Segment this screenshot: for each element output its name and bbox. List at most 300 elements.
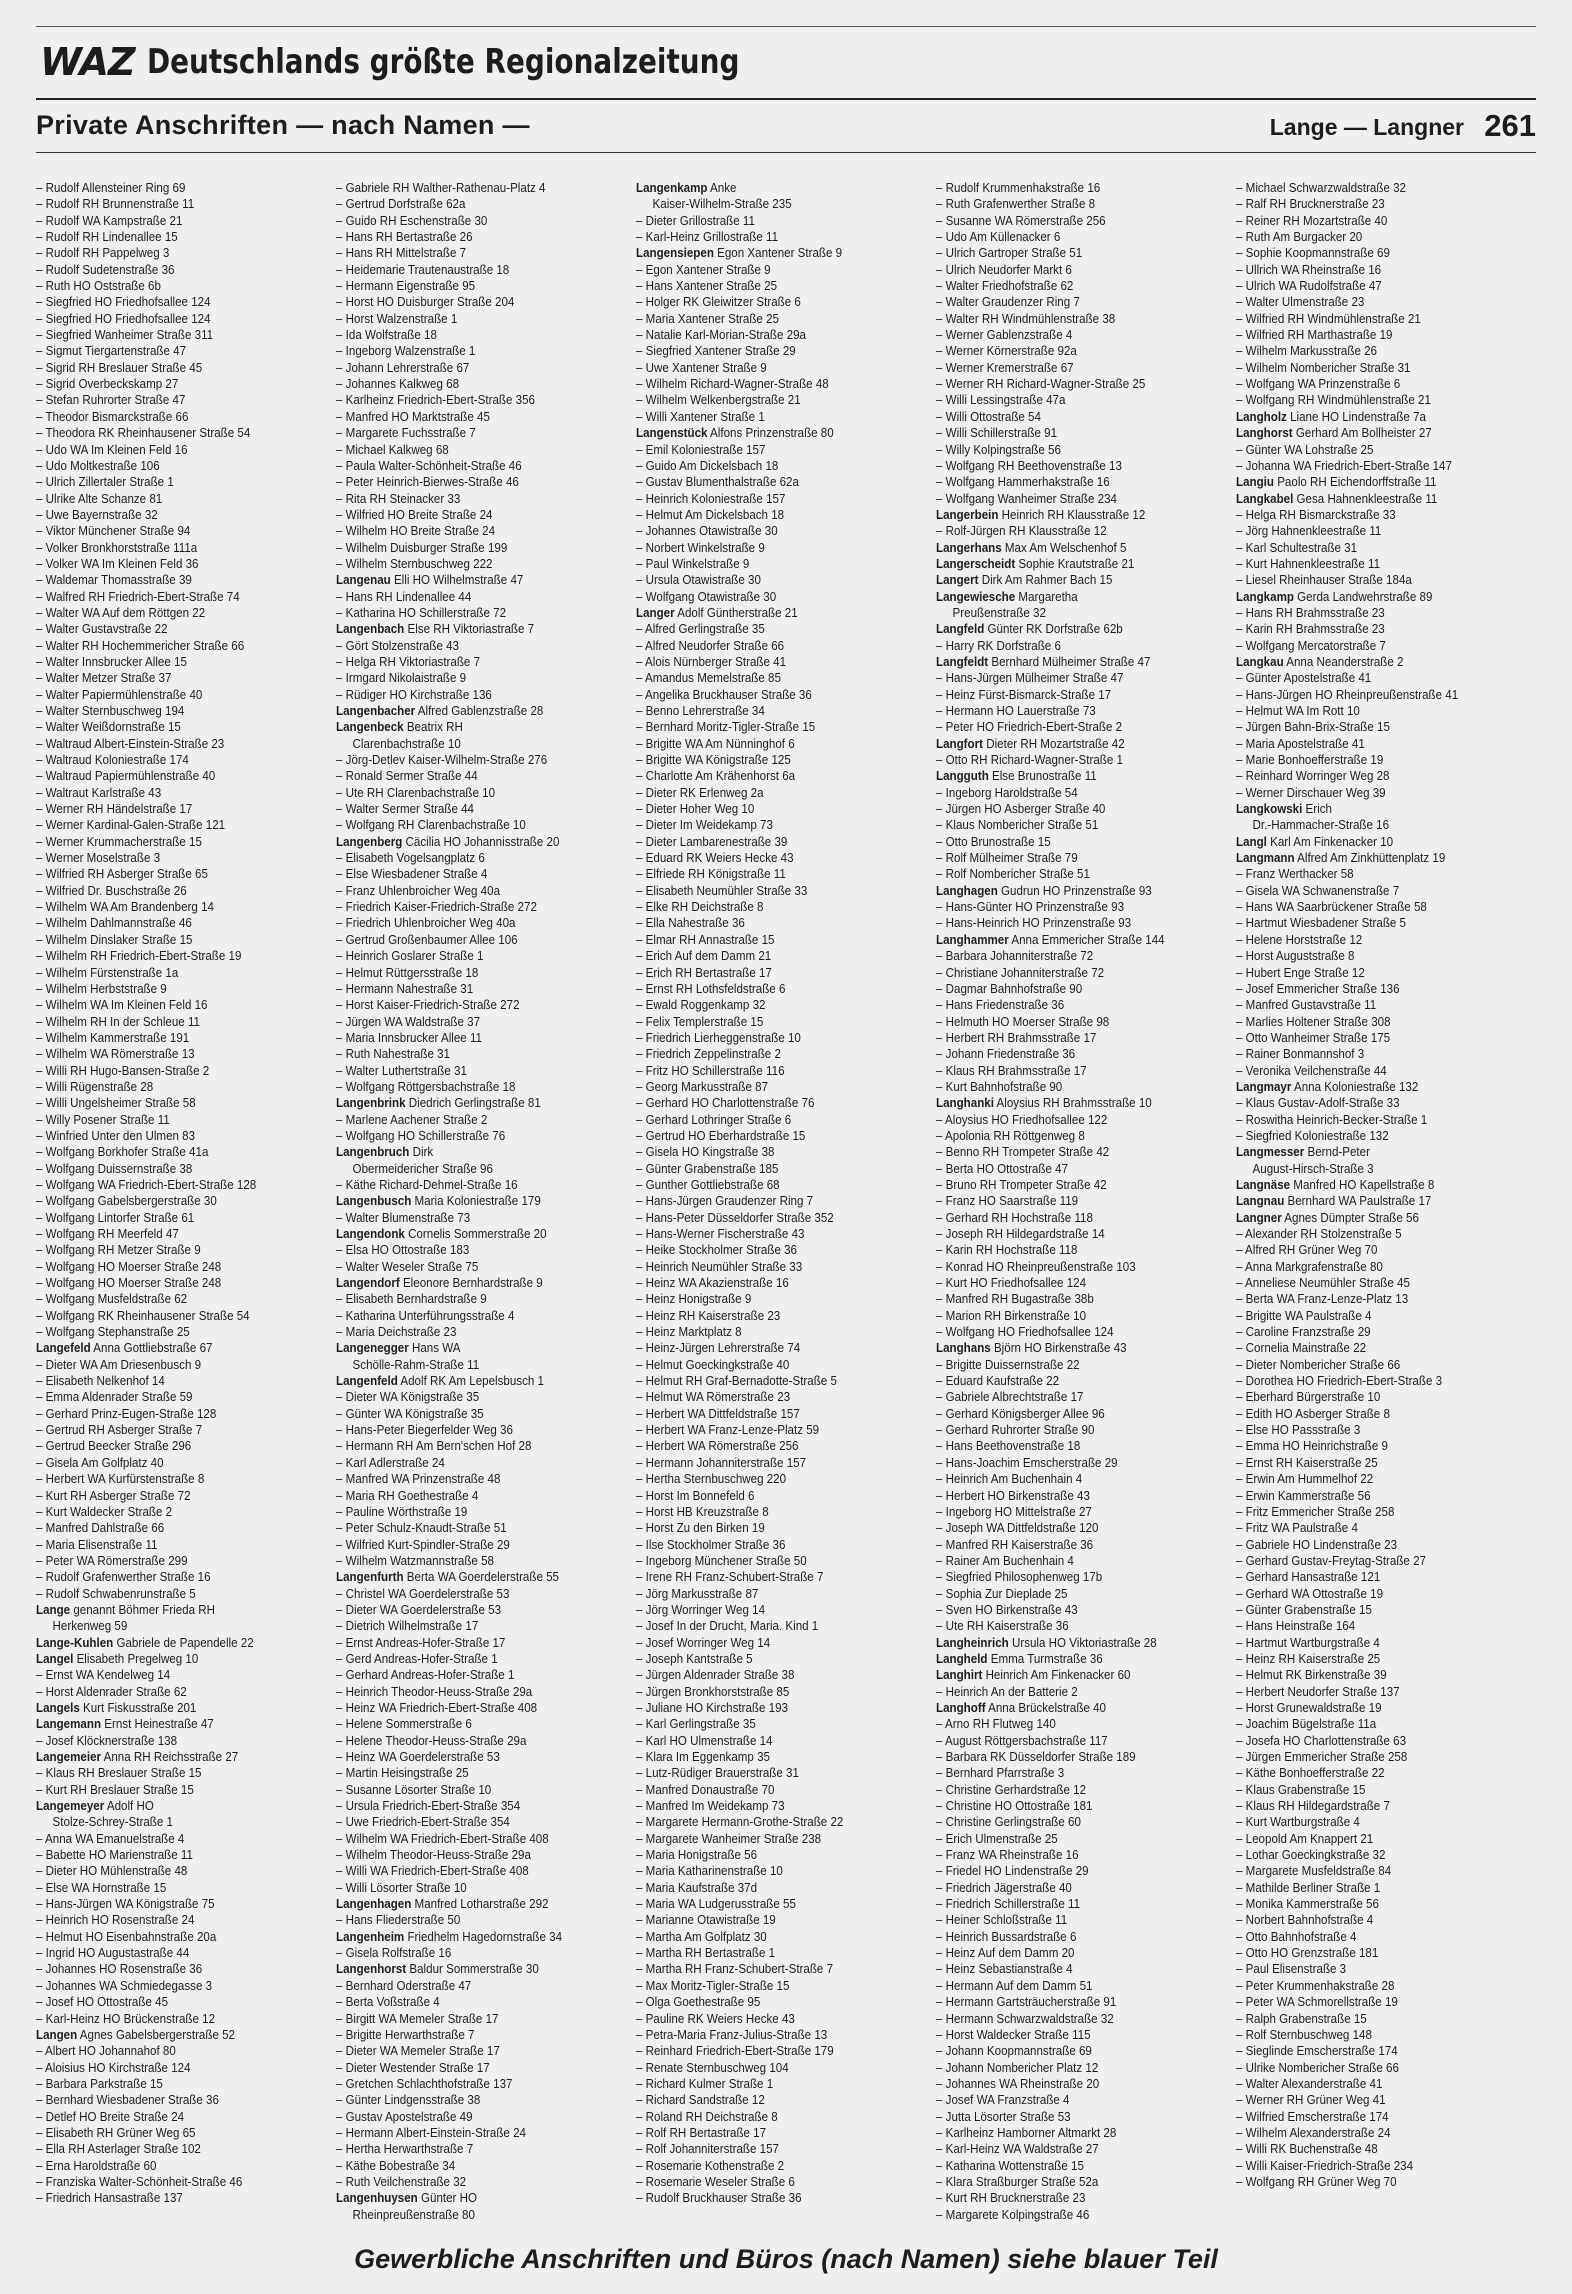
directory-entry: – Wilhelm Dahlmannstraße 46 — [36, 916, 192, 931]
directory-entry: – Heinz Fürst-Bismarck-Straße 17 — [936, 687, 1112, 702]
directory-entry: – Siegfried HO Friedhofsallee 124 — [36, 311, 211, 326]
directory-entry: – Gisela Rolfstraße 16 — [336, 1946, 452, 1961]
directory-entry: – Charlotte Am Krähenhorst 6a — [636, 769, 796, 784]
directory-entry: Langerhans Max Am Welschenhof 5 — [936, 540, 1127, 555]
directory-entry: – Johannes WA Rheinstraße 20 — [936, 2076, 1100, 2091]
directory-entry: – Rudolf WA Kampstraße 21 — [36, 213, 183, 228]
directory-entry: – Susanne Lösorter Straße 10 — [336, 1782, 492, 1797]
directory-entry: – Karlheinz Friedrich-Ebert-Straße 356 — [336, 393, 535, 408]
directory-entry: Langenkamp Anke — [636, 181, 737, 195]
directory-entry: – Mathilde Berliner Straße 1 — [1236, 1880, 1381, 1895]
directory-entry: – Siegfried Koloniestraße 132 — [1236, 1128, 1389, 1143]
directory-entry: Langiu Paolo RH Eichendorffstraße 11 — [1236, 475, 1437, 490]
directory-entry: – Rita RH Steinacker 33 — [336, 491, 461, 506]
directory-entry: – Berta Voßstraße 4 — [336, 1995, 440, 2010]
directory-entry: – Rudolf Bruckhauser Straße 36 — [636, 2191, 802, 2206]
directory-entry: – Wilhelm Nombericher Straße 31 — [1236, 360, 1411, 375]
directory-entry: – Werner RH Richard-Wagner-Straße 25 — [936, 377, 1146, 392]
directory-entry: Langhorst Gerhard Am Bollheister 27 — [1236, 426, 1432, 441]
directory-entry: – Helmut RK Birkenstraße 39 — [1236, 1668, 1387, 1683]
directory-entry: – Helmut HO Eisenbahnstraße 20a — [36, 1929, 217, 1944]
directory-entry: – Walter Luthertstraße 31 — [336, 1063, 467, 1078]
directory-entry: Dr.-Hammacher-Straße 16 — [1252, 818, 1390, 833]
directory-entry: – Karl HO Ulmenstraße 14 — [636, 1733, 773, 1748]
directory-entry: – Willy Kolpingstraße 56 — [936, 442, 1061, 457]
directory-entry: – Walter Innsbrucker Allee 15 — [36, 654, 187, 669]
directory-entry: – Babette HO Marienstraße 11 — [36, 1848, 193, 1863]
directory-entry: Obermeidericher Straße 96 — [352, 1161, 493, 1176]
directory-entry: – Peter WA Schmorellstraße 19 — [1236, 1995, 1398, 2010]
directory-entry: – Brigitte WA Am Nünninghof 6 — [636, 736, 795, 751]
directory-entry: Langhammer Anna Emmericher Straße 144 — [936, 932, 1165, 947]
directory-entry: – Wilhelm HO Breite Straße 24 — [336, 524, 496, 539]
directory-entry: – Walter Metzer Straße 37 — [36, 671, 172, 686]
directory-entry: – Johannes HO Rosenstraße 36 — [36, 1962, 203, 1977]
directory-entry: – Gisela HO Kingstraße 38 — [636, 1145, 775, 1160]
directory-entry: – Walter WA Auf dem Röttgen 22 — [36, 605, 206, 620]
directory-entry: – Heinz Marktplatz 8 — [636, 1325, 742, 1340]
directory-entry: – Friedel HO Lindenstraße 29 — [936, 1864, 1089, 1879]
directory-entry: – Benno Lehrerstraße 34 — [636, 704, 765, 718]
directory-entry: – Ulrich Zillertaler Straße 1 — [36, 475, 174, 490]
directory-entry: – Marianne Otawistraße 19 — [636, 1913, 776, 1928]
directory-entry: – Willi WA Friedrich-Ebert-Straße 408 — [336, 1864, 529, 1879]
directory-entry: – Maria Deichstraße 23 — [336, 1325, 457, 1340]
directory-entry: – Ernst Andreas-Hofer-Straße 17 — [336, 1635, 506, 1650]
directory-entry: – Maria RH Goethestraße 4 — [336, 1488, 479, 1503]
directory-entry: Langmann Alfred Am Zinkhüttenplatz 19 — [1236, 851, 1446, 866]
directory-entry: – Holger RK Gleiwitzer Straße 6 — [636, 295, 801, 310]
directory-entry: – Uwe Xantener Straße 9 — [636, 360, 767, 375]
directory-entry: – Heinz RH Kaiserstraße 23 — [636, 1308, 781, 1323]
directory-entry: – Ulrike Nombericher Straße 66 — [1236, 2060, 1399, 2075]
directory-entry: – Erwin Kammerstraße 56 — [1236, 1488, 1371, 1503]
directory-entry: – Wilhelm Alexanderstraße 24 — [1236, 2125, 1391, 2140]
directory-entry: Langendorf Eleonore Bernhardstraße 9 — [336, 1276, 543, 1291]
directory-entry: Langenberg Cäcilia HO Johannisstraße 20 — [336, 834, 560, 849]
directory-entry: – Jürgen Emmericher Straße 258 — [1236, 1750, 1408, 1764]
directory-entry: – Richard Kulmer Straße 1 — [636, 2076, 774, 2091]
directory-entry: – Wolfgang RK Rheinhausener Straße 54 — [36, 1308, 250, 1323]
directory-entry: – Horst HB Kreuzstraße 8 — [636, 1504, 769, 1519]
directory-entry: – Michael Schwarzwaldstraße 32 — [1236, 181, 1407, 195]
directory-entry: – Irmgard Nikolaistraße 9 — [336, 671, 467, 686]
directory-entry: – Heinz WA Goerdelerstraße 53 — [336, 1750, 500, 1764]
directory-entry: – Otto Wanheimer Straße 175 — [1236, 1030, 1391, 1045]
directory-entry: – Christel WA Goerdelerstraße 53 — [336, 1586, 510, 1601]
directory-entry: – Klaus Gustav-Adolf-Straße 33 — [1236, 1096, 1400, 1111]
directory-entry: – Jürgen HO Asberger Straße 40 — [936, 802, 1106, 817]
directory-entry: – Guido RH Eschenstraße 30 — [336, 213, 488, 228]
directory-entry: – Rudolf RH Pappelweg 3 — [36, 246, 170, 261]
directory-entry: – Ilse Stockholmer Straße 36 — [636, 1537, 786, 1552]
directory-entry: – Cornelia Mainstraße 22 — [1236, 1341, 1367, 1356]
directory-entry: August-Hirsch-Straße 3 — [1252, 1161, 1374, 1176]
directory-entry: – Dieter Hoher Weg 10 — [636, 802, 755, 817]
directory-entry: – Wolfgang RH Grüner Weg 70 — [1236, 2174, 1397, 2189]
directory-entry: – Klaus RH Hildegardstraße 7 — [1236, 1799, 1390, 1814]
directory-entry: – Heinz Auf dem Damm 20 — [936, 1946, 1075, 1961]
directory-entry: – Dagmar Bahnhofstraße 90 — [936, 981, 1083, 996]
header-rule — [36, 152, 1536, 153]
top-rule — [36, 26, 1536, 27]
waz-logo: WAZ — [40, 40, 135, 84]
directory-entry: – Kurt HO Friedhofsallee 124 — [936, 1276, 1087, 1291]
directory-entry: – Wilhelm Kammerstraße 191 — [36, 1030, 190, 1045]
directory-entry: – Paul Winkelstraße 9 — [636, 556, 750, 571]
directory-entry: – Dieter Westender Straße 17 — [336, 2060, 490, 2075]
directory-entry: – Sophie Koopmannstraße 69 — [1236, 246, 1390, 261]
directory-entry: – Walter Papiermühlenstraße 40 — [36, 687, 203, 702]
directory-entry: – Hans-Jürgen Graudenzer Ring 7 — [636, 1194, 814, 1209]
directory-entry: – Gört Stolzenstraße 43 — [336, 638, 460, 653]
directory-entry: – Ella Nahestraße 36 — [636, 916, 745, 931]
directory-entry: – Manfred RH Kaiserstraße 36 — [936, 1537, 1094, 1552]
directory-entry: – Ingeborg Walzenstraße 1 — [336, 344, 476, 359]
directory-entry: – Wilfried Dr. Buschstraße 26 — [36, 883, 187, 898]
directory-entry: Langfeld Günter RK Dorfstraße 62b — [936, 622, 1123, 637]
directory-entry: – Berta WA Franz-Lenze-Platz 13 — [1236, 1292, 1409, 1307]
directory-entry: – Gabriele RH Walther-Rathenau-Platz 4 — [336, 181, 546, 195]
directory-entry: – Alexander RH Stolzenstraße 5 — [1236, 1227, 1402, 1241]
directory-entry: – Elmar RH Annastraße 15 — [636, 932, 775, 947]
directory-entry: – Juliane HO Kirchstraße 193 — [636, 1700, 788, 1715]
directory-entry: – Johann Friedenstraße 36 — [936, 1047, 1076, 1062]
directory-entry: Langenfurth Berta WA Goerdelerstraße 55 — [336, 1570, 559, 1585]
directory-entry: – Otto Bahnhofstraße 4 — [1236, 1929, 1357, 1944]
directory-entry: – Willi Rügenstraße 28 — [36, 1079, 154, 1094]
directory-entry: – Willi Lessingstraße 47a — [936, 393, 1066, 408]
directory-entry: – Natalie Karl-Morian-Straße 29a — [636, 328, 807, 343]
directory-entry: – Marlene Aachener Straße 2 — [336, 1112, 488, 1127]
directory-entry: – Alois Nürnberger Straße 41 — [636, 654, 787, 669]
directory-entry: – Reinhard Friedrich-Ebert-Straße 179 — [636, 2044, 834, 2059]
directory-entry: Langholz Liane HO Lindenstraße 7a — [1236, 409, 1426, 424]
directory-entry: – Horst Grunewaldstraße 19 — [1236, 1700, 1382, 1715]
directory-entry: – Volker Bronkhorststraße 111a — [36, 540, 198, 555]
directory-entry: Langkamp Gerda Landwehrstraße 89 — [1236, 589, 1433, 604]
directory-entry: – Heinrich Bussardstraße 6 — [936, 1929, 1077, 1944]
directory-entry: – Gabriele HO Lindenstraße 23 — [1236, 1537, 1398, 1552]
column-4 — [936, 180, 1236, 2222]
directory-entry: – Amandus Memelstraße 85 — [636, 671, 781, 686]
directory-entry: – August Röttgersbachstraße 117 — [936, 1733, 1108, 1748]
directory-entry: – Ernst RH Kaiserstraße 25 — [1236, 1455, 1378, 1470]
directory-entry: – Jörg-Detlev Kaiser-Wilhelm-Straße 276 — [336, 753, 548, 768]
directory-columns — [36, 180, 1536, 2222]
directory-entry: – Käthe Bobestraße 34 — [336, 2158, 456, 2173]
directory-entry: – Friedrich Kaiser-Friedrich-Straße 272 — [336, 900, 537, 915]
directory-entry: – Willi Schillerstraße 91 — [936, 426, 1058, 441]
directory-entry: – Gertrud Großenbaumer Allee 106 — [336, 932, 518, 947]
directory-entry: – Helga RH Bismarckstraße 33 — [1236, 507, 1396, 522]
directory-entry: – Benno RH Trompeter Straße 42 — [936, 1145, 1110, 1160]
directory-entry: – Gerhard Hansastraße 121 — [1236, 1570, 1381, 1585]
directory-entry: – Reiner RH Mozartstraße 40 — [1236, 213, 1388, 228]
column-5 — [1236, 180, 1536, 2200]
directory-entry: – Wilhelm Welkenbergstraße 21 — [636, 393, 801, 408]
directory-entry: – Siegfried Philosophenweg 17b — [936, 1570, 1103, 1585]
directory-entry: – Sigrid Overbeckskamp 27 — [36, 377, 179, 392]
directory-entry: – Wilhelm WA Im Kleinen Feld 16 — [36, 998, 208, 1013]
directory-entry: – Winfried Unter den Ulmen 83 — [36, 1128, 196, 1143]
masthead-tagline: Deutschlands größte Regionalzeitung — [146, 42, 740, 82]
directory-entry: – Sigmut Tiergartenstraße 47 — [36, 344, 187, 359]
directory-entry: – Hans RH Bertastraße 26 — [336, 230, 473, 245]
directory-entry: – Pauline Wörthstraße 19 — [336, 1504, 468, 1519]
masthead — [40, 40, 870, 94]
directory-entry: Langenstück Alfons Prinzenstraße 80 — [636, 426, 834, 441]
directory-entry: – Anneliese Neumühler Straße 45 — [1236, 1276, 1410, 1291]
directory-entry: – Günter Lindgensstraße 38 — [336, 2093, 481, 2108]
directory-entry: – Jutta Lösorter Straße 53 — [936, 2109, 1071, 2124]
page-header — [36, 104, 1536, 150]
directory-entry: – Otto RH Richard-Wagner-Straße 1 — [936, 753, 1123, 768]
directory-entry: – Olga Goethestraße 95 — [636, 1995, 761, 2010]
directory-entry: – Ingeborg Haroldstraße 54 — [936, 785, 1078, 800]
directory-entry: – Walter Alexanderstraße 41 — [1236, 2076, 1383, 2091]
directory-entry: – Hans-Jürgen WA Königstraße 75 — [36, 1897, 215, 1912]
directory-entry: – Kurt RH Breslauer Straße 15 — [36, 1782, 194, 1797]
directory-entry: – Hubert Enge Straße 12 — [1236, 965, 1365, 980]
directory-entry: – Georg Markusstraße 87 — [636, 1079, 769, 1094]
directory-entry: – Heinz RH Kaiserstraße 25 — [1236, 1651, 1381, 1666]
directory-entry: – Konrad HO Rheinpreußenstraße 103 — [936, 1259, 1136, 1274]
directory-entry: – Wilhelm Fürstenstraße 1a — [36, 965, 179, 980]
directory-entry: – Josef Worringer Weg 14 — [636, 1635, 771, 1650]
directory-entry: – Dieter Lambarenestraße 39 — [636, 834, 788, 849]
directory-entry: Langenegger Hans WA — [336, 1341, 461, 1356]
directory-entry: – Willi Ottostraße 54 — [936, 409, 1041, 424]
directory-entry: – Martha RH Franz-Schubert-Straße 7 — [636, 1962, 834, 1977]
directory-entry: – Otto HO Grenzstraße 181 — [1236, 1946, 1379, 1961]
directory-entry: – Ella RH Asterlager Straße 102 — [36, 2142, 201, 2157]
directory-entry: – Wilhelm WA Friedrich-Ebert-Straße 408 — [336, 1831, 549, 1846]
directory-entry: – Rudolf Schwabenrunstraße 5 — [36, 1586, 196, 1601]
directory-entry: – Helmut WA Römerstraße 23 — [636, 1390, 791, 1405]
directory-entry: – Ronald Sermer Straße 44 — [336, 769, 478, 784]
directory-entry: – Dieter RK Erlenweg 2a — [636, 785, 764, 800]
directory-entry: – Manfred Im Weidekamp 73 — [636, 1799, 785, 1814]
directory-entry: – Maria Innsbrucker Allee 11 — [336, 1030, 482, 1045]
directory-entry: – Werner Moselstraße 3 — [36, 851, 161, 866]
directory-entry: – Wolfgang HO Moerser Straße 248 — [36, 1259, 222, 1274]
directory-entry: – Willi Xantener Straße 1 — [636, 409, 765, 424]
directory-entry: – Hans RH Brahmsstraße 23 — [1236, 605, 1385, 620]
directory-entry: – Gisela Am Golfplatz 40 — [36, 1455, 164, 1470]
directory-entry: – Martin Heisingstraße 25 — [336, 1766, 469, 1781]
directory-entry: – Friedrich Schillerstraße 11 — [936, 1897, 1081, 1912]
directory-entry: Langensiepen Egon Xantener Straße 9 — [636, 246, 843, 261]
directory-entry: – Herbert RH Brahmsstraße 17 — [936, 1030, 1097, 1045]
directory-entry: – Maria Honigstraße 56 — [636, 1848, 758, 1863]
directory-entry: – Helene Sommerstraße 6 — [336, 1717, 472, 1732]
directory-entry: – Joachim Bügelstraße 11a — [1236, 1717, 1377, 1732]
directory-entry: – Josef HO Ottostraße 45 — [36, 1995, 169, 2010]
directory-entry: – Manfred Gustavstraße 11 — [1236, 998, 1377, 1013]
directory-entry: – Monika Kammerstraße 56 — [1236, 1897, 1379, 1912]
directory-entry: – Elke RH Deichstraße 8 — [636, 900, 764, 915]
directory-entry: – Josef Emmericher Straße 136 — [1236, 981, 1400, 996]
directory-entry: – Wolfgang RH Windmühlenstraße 21 — [1236, 393, 1431, 408]
directory-entry: – Martha Am Golfplatz 30 — [636, 1929, 767, 1944]
directory-entry: – Wilfried RH Windmühlenstraße 21 — [1236, 311, 1421, 326]
directory-entry: – Wilhelm Duisburger Straße 199 — [336, 540, 508, 555]
directory-entry: – Wilfried Emscherstraße 174 — [1236, 2109, 1389, 2124]
directory-entry: Langkabel Gesa Hahnenkleestraße 11 — [1236, 491, 1438, 506]
directory-entry: Langenbruch Dirk — [336, 1145, 434, 1160]
directory-entry: – Arno RH Flutweg 140 — [936, 1717, 1056, 1732]
directory-entry: – Ralph Grabenstraße 15 — [1236, 2011, 1367, 2026]
directory-entry: – Wolfgang Röttgersbachstraße 18 — [336, 1079, 516, 1094]
directory-entry: – Wolfgang Otawistraße 30 — [636, 589, 777, 604]
directory-entry: – Bernhard Moritz-Tigler-Straße 15 — [636, 720, 816, 735]
directory-entry: – Hans-Peter Biegerfelder Weg 36 — [336, 1423, 513, 1438]
directory-entry: – Horst Auguststraße 8 — [1236, 949, 1355, 964]
directory-entry: – Willi RH Hugo-Bansen-Straße 2 — [36, 1063, 210, 1078]
directory-entry: – Heinrich Am Buchenhain 4 — [936, 1472, 1083, 1487]
directory-entry: – Walter Weißdornstraße 15 — [36, 720, 181, 735]
directory-entry: – Peter Schulz-Knaudt-Straße 51 — [336, 1521, 507, 1536]
directory-entry: Langmesser Bernd-Peter — [1236, 1145, 1370, 1160]
directory-entry: – Wilhelm RH Friedrich-Ebert-Straße 19 — [36, 949, 242, 964]
directory-entry: – Edith HO Asberger Straße 8 — [1236, 1406, 1390, 1421]
directory-entry: – Dieter WA Königstraße 35 — [336, 1390, 480, 1405]
directory-entry: – Ernst RH Lothsfeldstraße 6 — [636, 981, 786, 996]
directory-entry: – Joseph WA Dittfeldstraße 120 — [936, 1521, 1099, 1536]
directory-entry: – Kurt Hahnenkleestraße 11 — [1236, 556, 1381, 571]
directory-entry: – Jürgen WA Waldstraße 37 — [336, 1014, 481, 1029]
directory-entry: – Walter RH Hochemmericher Straße 66 — [36, 638, 245, 653]
directory-entry: – Helmuth HO Moerser Straße 98 — [936, 1014, 1110, 1029]
directory-entry: – Ruth Am Burgacker 20 — [1236, 230, 1363, 245]
directory-entry: – Wilhelm Markusstraße 26 — [1236, 344, 1378, 359]
directory-entry: – Gertrud RH Asberger Straße 7 — [36, 1423, 203, 1438]
directory-entry: – Wilhelm Dinslaker Straße 15 — [36, 932, 193, 947]
directory-entry: – Gabriele Albrechtstraße 17 — [936, 1390, 1084, 1405]
directory-entry: – Walter Sternbuschweg 194 — [36, 704, 185, 718]
directory-entry: – Gisela WA Schwanenstraße 7 — [1236, 883, 1400, 898]
directory-entry: – Walter Graudenzer Ring 7 — [936, 295, 1080, 310]
directory-entry: – Maria Apostelstraße 41 — [1236, 736, 1365, 751]
directory-entry: – Uwe Bayernstraße 32 — [36, 507, 158, 522]
column-2 — [336, 180, 636, 2222]
directory-entry: – Hans Heinstraße 164 — [1236, 1619, 1356, 1634]
directory-entry: – Friedrich Uhlenbroicher Weg 40a — [336, 916, 516, 931]
masthead-rule — [36, 98, 1536, 100]
directory-entry: – Wolfgang Wanheimer Straße 234 — [936, 491, 1117, 506]
directory-entry: – Ernst WA Kendelweg 14 — [36, 1668, 171, 1683]
directory-entry: – Norbert Winkelstraße 9 — [636, 540, 765, 555]
directory-entry: Langewiesche Margaretha — [936, 589, 1078, 604]
directory-entry: – Günter Grabenstraße 185 — [636, 1161, 779, 1176]
directory-entry: – Wolfgang Borkhofer Straße 41a — [36, 1145, 209, 1160]
directory-entry: – Christine Gerlingstraße 60 — [936, 1815, 1081, 1830]
directory-entry: Langendonk Cornelis Sommerstraße 20 — [336, 1227, 547, 1241]
section-title: Private Anschriften — nach Namen — — [36, 110, 530, 140]
directory-entry: – Emma HO Heinrichstraße 9 — [1236, 1439, 1388, 1454]
directory-entry: Langfeldt Bernhard Mülheimer Straße 47 — [936, 654, 1151, 669]
directory-entry: – Walter Friedhofstraße 62 — [936, 279, 1074, 294]
directory-entry: – Wolfgang Duissernstraße 38 — [36, 1161, 193, 1176]
directory-entry: – Rudolf Grafenwerther Straße 16 — [36, 1570, 211, 1585]
directory-entry: – Rudolf Sudetenstraße 36 — [36, 262, 175, 277]
directory-entry: – Heike Stockholmer Straße 36 — [636, 1243, 797, 1258]
directory-entry: – Alfred Neudorfer Straße 66 — [636, 638, 785, 653]
directory-entry: – Karlheinz Hamborner Altmarkt 28 — [936, 2125, 1117, 2140]
directory-entry: – Ralf RH Brucknerstraße 23 — [1236, 197, 1385, 212]
directory-entry: – Martha RH Bertastraße 1 — [636, 1946, 776, 1961]
directory-entry: Schölle-Rahm-Straße 11 — [352, 1357, 480, 1372]
directory-entry: – Ursula Otawistraße 30 — [636, 573, 761, 588]
directory-entry: – Maria Katharinenstraße 10 — [636, 1864, 783, 1879]
directory-entry: – Hermann Eigenstraße 95 — [336, 279, 476, 294]
directory-entry: – Wolfgang Mercatorstraße 7 — [1236, 638, 1386, 653]
directory-entry: – Bernhard Wiesbadener Straße 36 — [36, 2093, 219, 2108]
directory-entry: – Gertrud Beecker Straße 296 — [36, 1439, 192, 1454]
directory-entry: – Kurt Waldecker Straße 2 — [36, 1504, 173, 1519]
directory-entry: – Hertha Herwarthstraße 7 — [336, 2142, 474, 2157]
directory-entry: – Roland RH Deichstraße 8 — [636, 2109, 778, 2124]
directory-entry: – Gustav Blumenthalstraße 62a — [636, 475, 799, 490]
directory-entry: – Egon Xantener Straße 9 — [636, 262, 771, 277]
directory-entry: – Maria Xantener Straße 25 — [636, 311, 779, 326]
directory-entry: Langhans Björn HO Birkenstraße 43 — [936, 1341, 1127, 1356]
directory-entry: – Wilhelm Herbststraße 9 — [36, 981, 167, 996]
directory-entry: – Hermann Nahestraße 31 — [336, 981, 474, 996]
directory-entry: – Margarete Kolpingstraße 46 — [936, 2207, 1090, 2222]
directory-entry: – Karl-Heinz WA Waldstraße 27 — [936, 2142, 1099, 2157]
directory-entry: – Dieter WA Am Driesenbusch 9 — [36, 1357, 202, 1372]
directory-entry: – Christine Gerhardstraße 12 — [936, 1782, 1087, 1797]
directory-entry: – Margarete Wanheimer Straße 238 — [636, 1831, 822, 1846]
directory-entry: – Angelika Bruckhauser Straße 36 — [636, 687, 812, 702]
directory-entry: – Albert HO Johannahof 80 — [36, 2044, 176, 2059]
directory-entry: – Jörg Markusstraße 87 — [636, 1586, 759, 1601]
directory-entry: – Horst Kaiser-Friedrich-Straße 272 — [336, 998, 520, 1013]
directory-entry: Langmayr Anna Koloniestraße 132 — [1236, 1079, 1419, 1094]
directory-entry: – Hermann Schwarzwaldstraße 32 — [936, 2011, 1114, 2026]
directory-entry: – Willy Posener Straße 11 — [36, 1112, 170, 1127]
directory-entry: – Erwin Am Hummelhof 22 — [1236, 1472, 1374, 1487]
directory-entry: – Friedrich Hansastraße 137 — [36, 2191, 183, 2206]
directory-entry: – Hans RH Mittelstraße 7 — [336, 246, 467, 261]
directory-entry: – Horst Waldecker Straße 115 — [936, 2027, 1091, 2042]
directory-entry: – Waltraut Karlstraße 43 — [36, 785, 162, 800]
directory-entry: – Maria Kaufstraße 37d — [636, 1880, 758, 1895]
directory-entry: – Petra-Maria Franz-Julius-Straße 13 — [636, 2027, 828, 2042]
directory-entry: – Jörg Worringer Weg 14 — [636, 1602, 766, 1617]
directory-entry: – Viktor Münchener Straße 94 — [36, 524, 191, 539]
directory-entry: – Bernhard Pfarrstraße 3 — [936, 1766, 1065, 1781]
directory-entry: – Helga RH Viktoriastraße 7 — [336, 654, 481, 669]
directory-entry: – Heinrich Koloniestraße 157 — [636, 491, 786, 506]
directory-entry: – Friedrich Jägerstraße 40 — [936, 1880, 1072, 1895]
directory-entry: – Gerhard Gustav-Freytag-Straße 27 — [1236, 1553, 1426, 1568]
directory-entry: – Hermann Johanniterstraße 157 — [636, 1455, 807, 1470]
directory-entry: – Johannes Otawistraße 30 — [636, 524, 778, 539]
directory-entry: Langhirt Heinrich Am Finkenacker 60 — [936, 1668, 1131, 1683]
directory-entry: – Ulrich WA Rudolfstraße 47 — [1236, 279, 1382, 294]
directory-entry: – Karl-Heinz Grillostraße 11 — [636, 230, 779, 245]
directory-entry: Rheinpreußenstraße 80 — [352, 2207, 475, 2222]
directory-entry: – Gerhard Königsberger Allee 96 — [936, 1406, 1105, 1421]
directory-entry: – Karin RH Hochstraße 118 — [936, 1243, 1078, 1258]
directory-entry: – Maria WA Ludgerusstraße 55 — [636, 1897, 796, 1912]
directory-entry: – Heidemarie Trautenaustraße 18 — [336, 262, 510, 277]
directory-entry: – Marlies Holtener Straße 308 — [1236, 1014, 1391, 1029]
directory-entry: – Richard Sandstraße 12 — [636, 2093, 765, 2108]
